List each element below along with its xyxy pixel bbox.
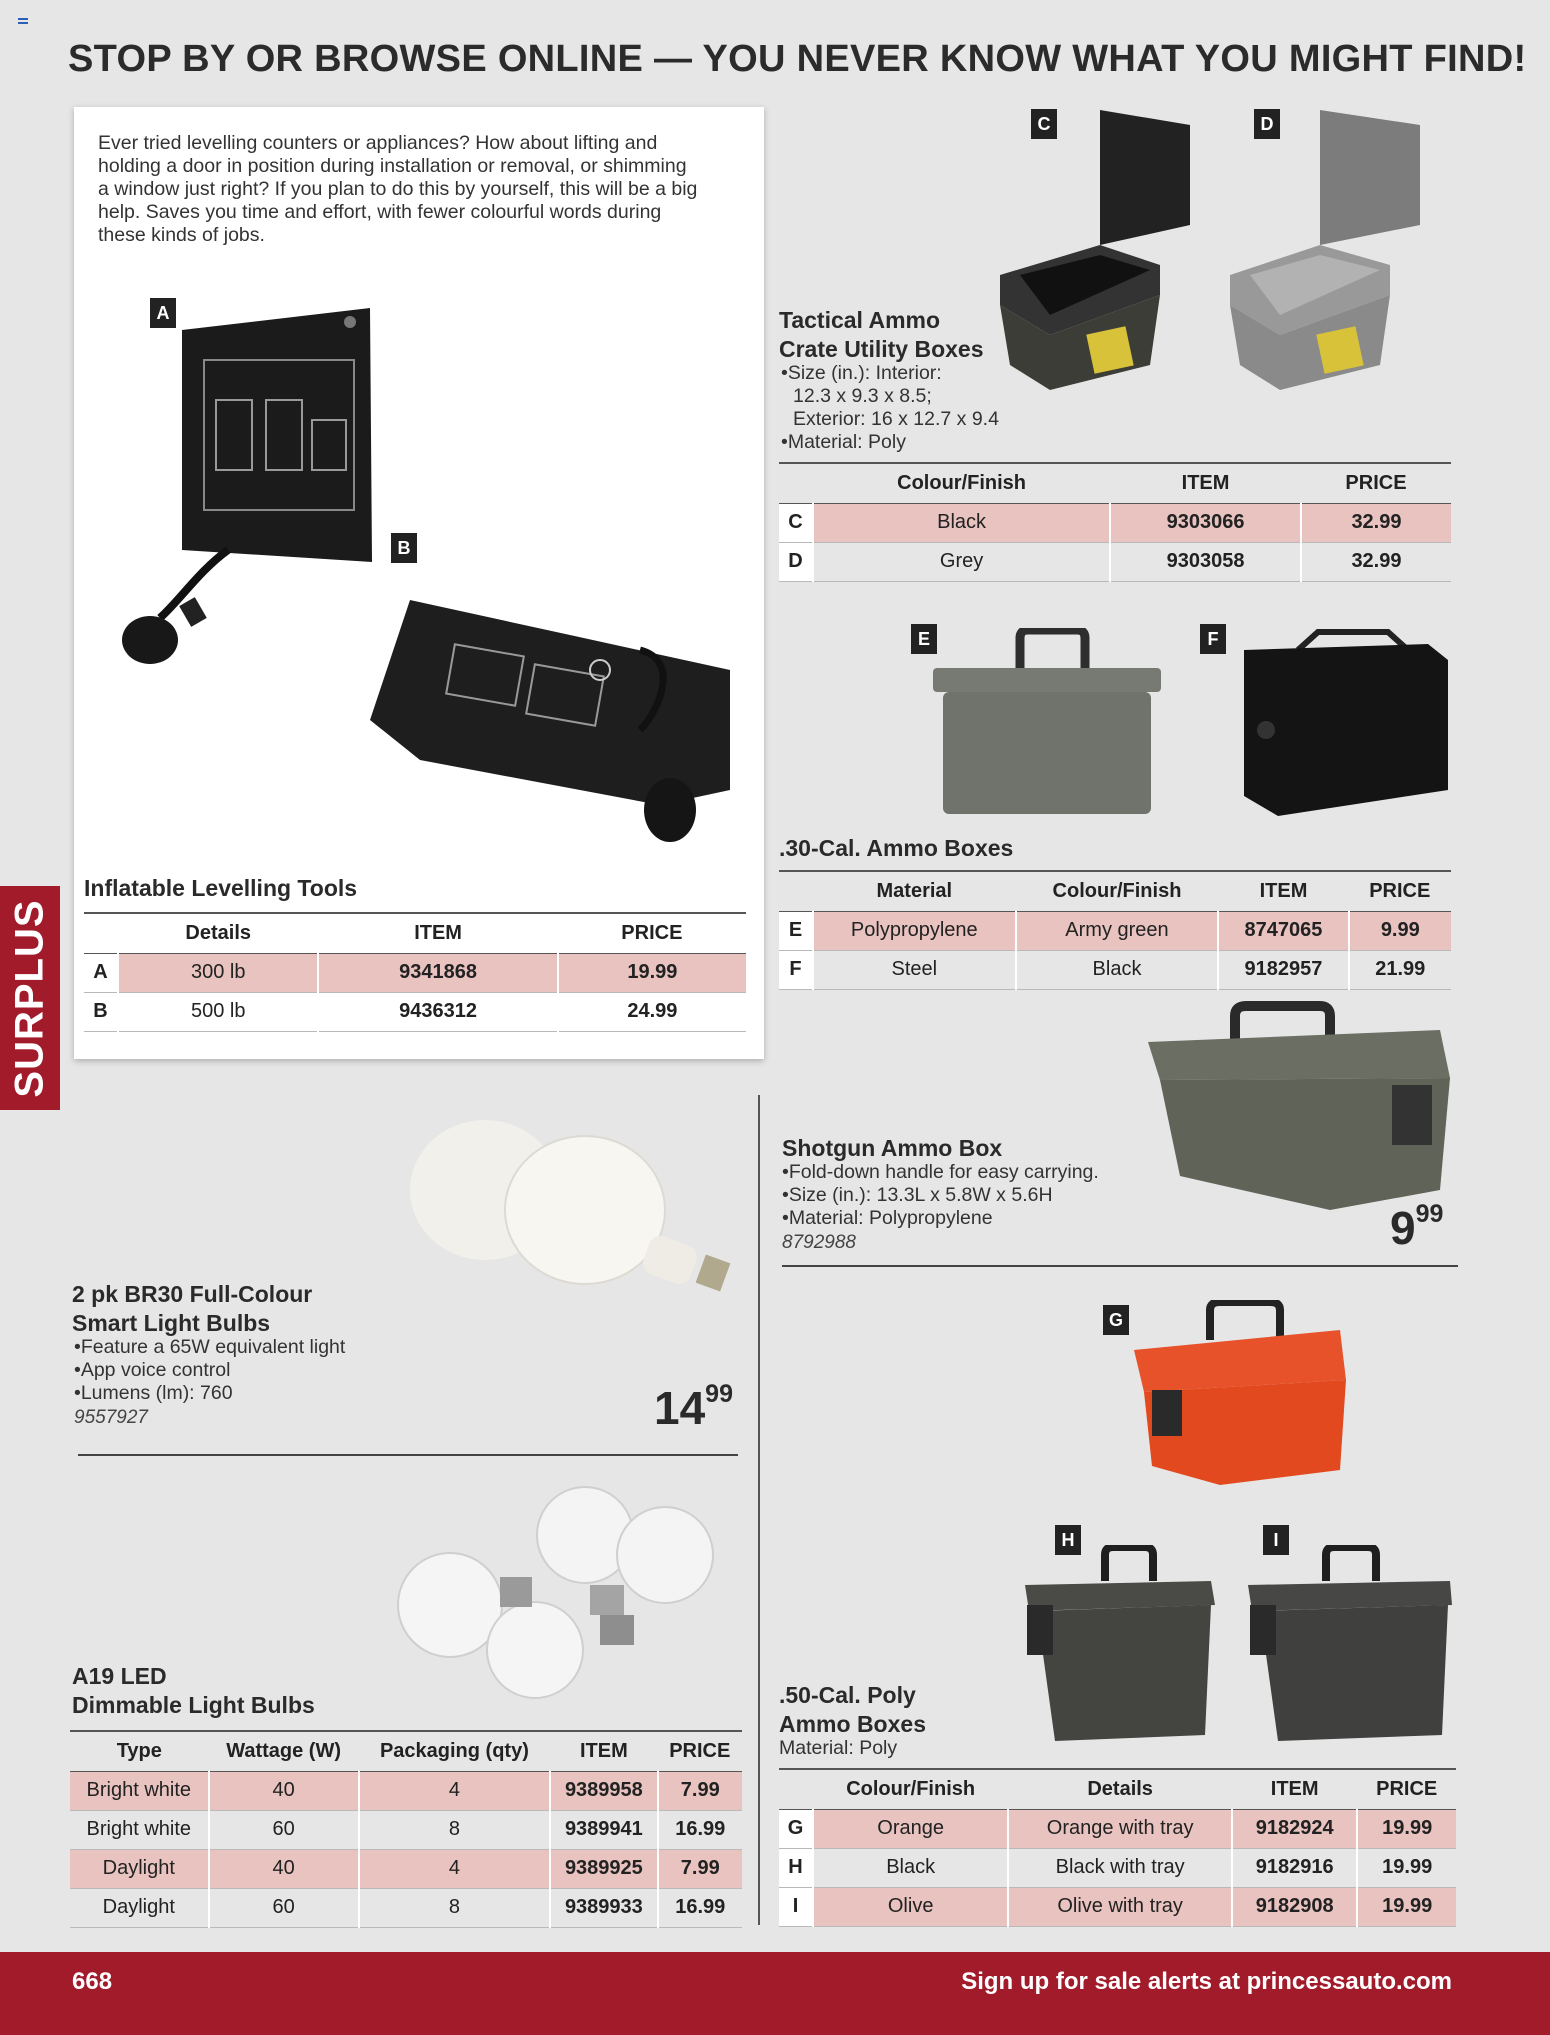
shotgun-sku: 8792988	[782, 1232, 856, 1253]
br30-title-1: 2 pk BR30 Full-Colour	[72, 1281, 313, 1307]
tag-h: H	[1055, 1525, 1081, 1555]
col-header: PRICE	[558, 913, 746, 953]
levelling-title: Inflatable Levelling Tools	[84, 875, 358, 901]
col-header: Packaging (qty)	[359, 1731, 551, 1771]
shotgun-rule	[782, 1265, 1458, 1267]
tactical-crate-grey-image	[1220, 105, 1460, 395]
tactical-crate-black-image	[990, 105, 1220, 395]
br30-bulbs-image	[405, 1110, 735, 1300]
tag-c: C	[1031, 109, 1057, 139]
tactical-bullet-size: •Size (in.): Interior:	[781, 362, 942, 384]
col-header: Details	[1008, 1769, 1232, 1809]
col-header: PRICE	[1349, 871, 1451, 911]
menu-icon	[18, 18, 28, 24]
tag-g: G	[1103, 1305, 1129, 1335]
shotgun-bullet-material: •Material: Polypropylene	[782, 1207, 993, 1229]
tactical-title-2: Crate Utility Boxes	[779, 336, 984, 362]
levelling-intro: Ever tried levelling counters or appliances? How about lifting and holding a door in position during installation or removal, or shimming a window just right? If you plan to do this by yourself, this will be a big help. Saves you time and effort, with fewer colourful words during these kinds of jobs.	[98, 132, 698, 246]
table-row: Bright white 60 8 9389941 16.99	[70, 1810, 742, 1849]
levelling-tool-500-image	[360, 590, 740, 850]
table-row: F Steel Black 9182957 21.99	[779, 950, 1451, 989]
table-row: H Black Black with tray 9182916 19.99	[779, 1848, 1456, 1887]
shotgun-price: 999	[1390, 1200, 1444, 1254]
col-header: PRICE	[1301, 463, 1451, 503]
ammo-box-orange-image	[1130, 1300, 1350, 1485]
col-header: ITEM	[1232, 1769, 1357, 1809]
sale-alerts-link[interactable]: Sign up for sale alerts at princessauto.com	[961, 1968, 1452, 1995]
col-header: PRICE	[658, 1731, 742, 1771]
shotgun-bullet-size: •Size (in.): 13.3L x 5.8W x 5.6H	[782, 1184, 1053, 1206]
a19-title-1: A19 LED	[72, 1663, 167, 1689]
tactical-bullet-interior: 12.3 x 9.3 x 8.5;	[793, 385, 932, 407]
col-header: Type	[70, 1731, 209, 1771]
ammo-box-steel-black-image	[1238, 620, 1453, 825]
cal50-title-2: Ammo Boxes	[779, 1711, 926, 1737]
tag-b: B	[391, 533, 417, 563]
col-header: ITEM	[318, 913, 557, 953]
table-row: A 300 lb 9341868 19.99	[84, 953, 746, 992]
levelling-tool-300-image	[120, 300, 380, 680]
col-header: Wattage (W)	[209, 1731, 359, 1771]
table-row: Daylight 40 4 9389925 7.99	[70, 1849, 742, 1888]
shotgun-bullet-handle: •Fold-down handle for easy carrying.	[782, 1161, 1099, 1183]
table-row: D Grey 9303058 32.99	[779, 542, 1451, 581]
col-header: ITEM	[1110, 463, 1301, 503]
table-row: Bright white 40 4 9389958 7.99	[70, 1771, 742, 1810]
tactical-bullet-material: •Material: Poly	[781, 431, 906, 453]
tactical-bullet-exterior: Exterior: 16 x 12.7 x 9.4	[793, 408, 999, 430]
table-row: E Polypropylene Army green 8747065 9.99	[779, 911, 1451, 950]
cal50-material: Material: Poly	[779, 1737, 898, 1759]
tag-f: F	[1200, 624, 1226, 654]
cal50-title-1: .50-Cal. Poly	[779, 1682, 916, 1708]
tactical-title-1: Tactical Ammo	[779, 307, 941, 333]
ammo-box-army-green-image	[925, 628, 1170, 823]
col-header: Colour/Finish	[813, 1769, 1008, 1809]
ammo-box-olive-image	[1238, 1545, 1458, 1745]
br30-title-2: Smart Light Bulbs	[72, 1310, 271, 1336]
levelling-table	[84, 912, 746, 1032]
br30-bullet-lumens: •Lumens (lm): 760	[74, 1382, 233, 1404]
a19-title-2: Dimmable Light Bulbs	[72, 1692, 315, 1718]
col-header: ITEM	[550, 1731, 657, 1771]
surplus-side-tab: SURPLUS	[0, 886, 60, 1110]
table-row: Daylight 60 8 9389933 16.99	[70, 1888, 742, 1927]
shotgun-ammo-box-image	[1140, 1000, 1455, 1215]
page-headline: STOP BY OR BROWSE ONLINE — YOU NEVER KNOW WHAT YOU MIGHT FIND!	[68, 38, 1527, 80]
table-row: C Black 9303066 32.99	[779, 503, 1451, 542]
br30-bullet-feature: •Feature a 65W equivalent light	[74, 1336, 346, 1358]
br30-sku: 9557927	[74, 1407, 148, 1428]
cal50-table	[779, 1768, 1456, 1927]
tag-i: I	[1263, 1525, 1289, 1555]
ammo-box-black-image	[1015, 1545, 1220, 1745]
tactical-table	[779, 462, 1451, 582]
a19-bulbs-image	[390, 1485, 720, 1700]
tag-a: A	[150, 298, 176, 328]
br30-rule	[78, 1454, 738, 1456]
table-row: I Olive Olive with tray 9182908 19.99	[779, 1887, 1456, 1926]
shotgun-title: Shotgun Ammo Box	[782, 1135, 1003, 1161]
col-header: Colour/Finish	[1016, 871, 1219, 911]
a19-table	[70, 1730, 742, 1928]
br30-price: 1499	[654, 1380, 733, 1434]
col-header: Details	[118, 913, 318, 953]
col-header: ITEM	[1218, 871, 1348, 911]
table-row: B 500 lb 9436312 24.99	[84, 992, 746, 1031]
page-number: 668	[72, 1968, 113, 1995]
br30-bullet-app: •App voice control	[74, 1359, 231, 1381]
col-header: Material	[813, 871, 1016, 911]
col-header: PRICE	[1357, 1769, 1456, 1809]
table-row: G Orange Orange with tray 9182924 19.99	[779, 1809, 1456, 1848]
cal30-table	[779, 870, 1451, 990]
col-header: Colour/Finish	[813, 463, 1110, 503]
cal30-title: .30-Cal. Ammo Boxes	[779, 835, 1014, 861]
column-divider	[758, 1095, 760, 1925]
tag-e: E	[911, 624, 937, 654]
tag-d: D	[1254, 109, 1280, 139]
